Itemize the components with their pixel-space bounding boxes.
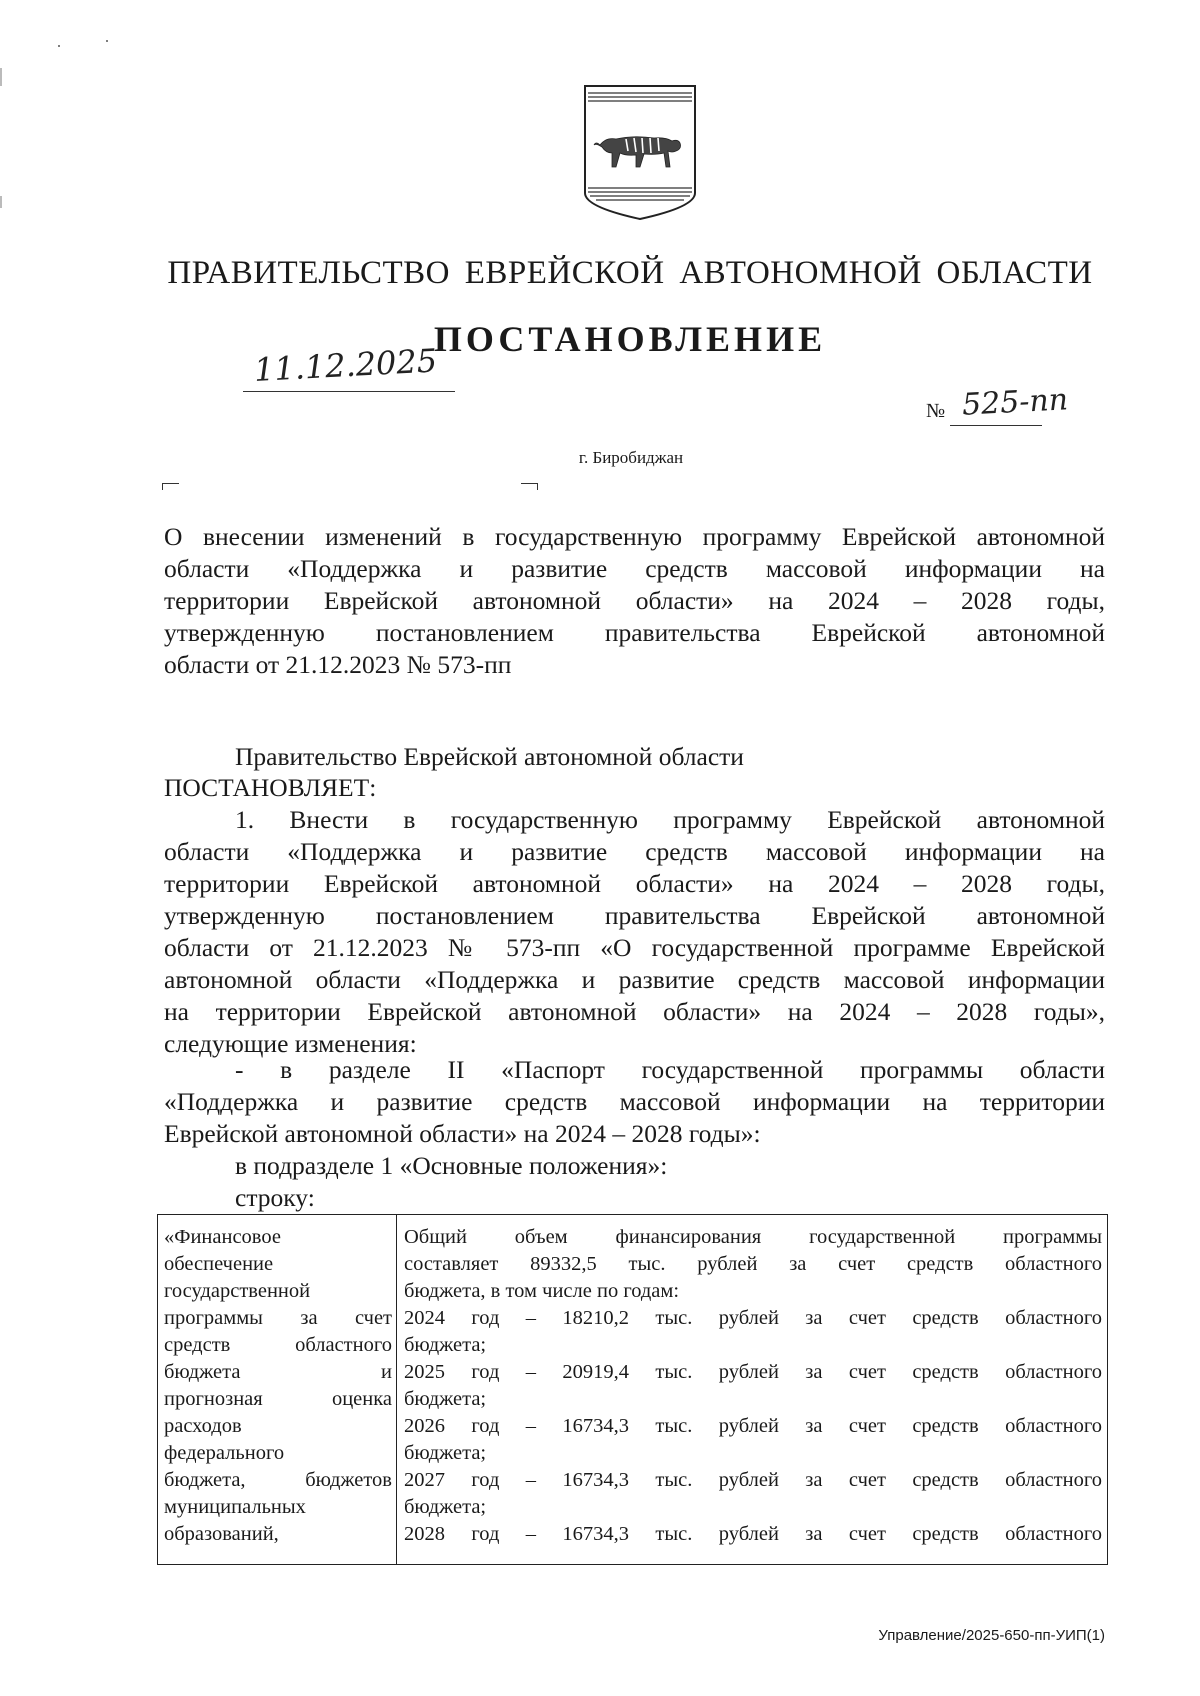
number-underline xyxy=(950,425,1042,426)
table-right-line: 2028 год – 16734,3 тыс. рублей за счет средств областного xyxy=(404,1523,1102,1545)
postanovlyaet-line: ПОСТАНОВЛЯЕТ: xyxy=(164,773,377,802)
title-line: области от 21.12.2023 № 573-пп xyxy=(164,650,512,679)
item-1-line: автономной области «Поддержка и развитие средств массовой информации xyxy=(164,965,1105,994)
item-1-line: на территории Еврейской автономной области» на 2024 – 2028 годы», xyxy=(164,997,1105,1026)
section-ii-line: «Поддержка и развитие средств массовой информации на территории xyxy=(164,1087,1105,1116)
table-left-line: прогнозная оценка xyxy=(164,1388,392,1410)
table-left-line: обеспечение xyxy=(164,1253,274,1275)
table-right-line: Общий объем финансирования государственной программы xyxy=(404,1226,1102,1248)
city-label: г. Биробиджан xyxy=(578,448,684,467)
subsection-line: в подразделе 1 «Основные положения»: xyxy=(235,1151,668,1180)
table-right-line: бюджета; xyxy=(404,1496,487,1518)
item-1-line: территории Еврейской автономной области» на 2024 – 2028 годы, xyxy=(164,869,1105,898)
table-left-line: бюджета и xyxy=(164,1361,392,1383)
stroku-line: строку: xyxy=(235,1183,315,1212)
table-left-line: программы за счет xyxy=(164,1307,392,1329)
item-1-line: 1. Внести в государственную программу Еврейской автономной xyxy=(235,805,1105,834)
table-left-line: бюджета, бюджетов xyxy=(164,1469,392,1491)
table-right-line: бюджета; xyxy=(404,1442,487,1464)
government-line: Правительство Еврейской автономной области xyxy=(235,742,744,771)
table-right-line: составляет 89332,5 тыс. рублей за счет средств областного xyxy=(404,1253,1102,1275)
table-right-line: бюджета, в том числе по годам: xyxy=(404,1280,680,1302)
section-ii-line: - в разделе II «Паспорт государственной программы области xyxy=(235,1055,1105,1084)
number-sign: № xyxy=(926,400,946,422)
scan-speck xyxy=(106,40,108,42)
table-left-cell xyxy=(164,1224,392,1548)
table-left-line: государственной xyxy=(164,1280,311,1302)
document-footer-code: Управление/2025-650-пп-УИП(1) xyxy=(878,1627,1105,1644)
table-left-line: расходов xyxy=(164,1415,242,1437)
document-type-heading: ПОСТАНОВЛЕНИЕ xyxy=(433,319,827,359)
handwritten-date: 11.12.2025 xyxy=(253,341,438,389)
section-ii-paragraph xyxy=(164,1054,1105,1150)
title-line: утвержденную постановлением правительства Еврейской автономной xyxy=(164,618,1105,647)
item-1-line: области «Поддержка и развитие средств массовой информации на xyxy=(164,837,1105,866)
table-left-line: муниципальных xyxy=(164,1496,306,1518)
scan-edge-mark xyxy=(0,196,2,208)
scan-edge-mark xyxy=(0,68,2,86)
table-right-line: бюджета; xyxy=(404,1388,487,1410)
table-right-cell xyxy=(404,1224,1102,1548)
scan-speck xyxy=(58,45,60,47)
table-right-line: бюджета; xyxy=(404,1334,487,1356)
financing-table xyxy=(157,1214,1108,1565)
title-line: территории Еврейской автономной области» на 2024 – 2028 годы, xyxy=(164,586,1105,615)
table-left-line: федерального xyxy=(164,1442,285,1464)
table-right-line: 2026 год – 16734,3 тыс. рублей за счет средств областного xyxy=(404,1415,1102,1437)
item-1-line: утвержденную постановлением правительства Еврейской автономной xyxy=(164,901,1105,930)
table-right-line: 2025 год – 20919,4 тыс. рублей за счет средств областного xyxy=(404,1361,1102,1383)
item-1-line: следующие изменения: xyxy=(164,1029,417,1058)
title-line: О внесении изменений в государственную программу Еврейской автономной xyxy=(164,522,1105,551)
resolution-title xyxy=(164,521,1105,681)
date-underline xyxy=(243,391,455,392)
item-1-paragraph xyxy=(164,804,1105,1060)
table-column-divider xyxy=(396,1215,397,1564)
item-1-line: области от 21.12.2023 № 573-пп «О государственной программе Еврейской xyxy=(164,933,1105,962)
table-left-line: «Финансовое xyxy=(164,1226,281,1248)
title-corner-mark-left xyxy=(162,483,179,490)
coat-of-arms-emblem xyxy=(582,83,698,221)
section-ii-line: Еврейской автономной области» на 2024 – 2028 годы»: xyxy=(164,1119,761,1148)
table-right-line: 2024 год – 18210,2 тыс. рублей за счет средств областного xyxy=(404,1307,1102,1329)
handwritten-number: 525-пп xyxy=(961,382,1069,423)
title-line: области «Поддержка и развитие средств массовой информации на xyxy=(164,554,1105,583)
government-title: ПРАВИТЕЛЬСТВО ЕВРЕЙСКОЙ АВТОНОМНОЙ ОБЛАСТИ xyxy=(167,255,1093,291)
title-corner-mark-right xyxy=(521,483,538,490)
table-right-line: 2027 год – 16734,3 тыс. рублей за счет средств областного xyxy=(404,1469,1102,1491)
table-left-line: образований, xyxy=(164,1523,279,1545)
table-left-line: средств областного xyxy=(164,1334,392,1356)
